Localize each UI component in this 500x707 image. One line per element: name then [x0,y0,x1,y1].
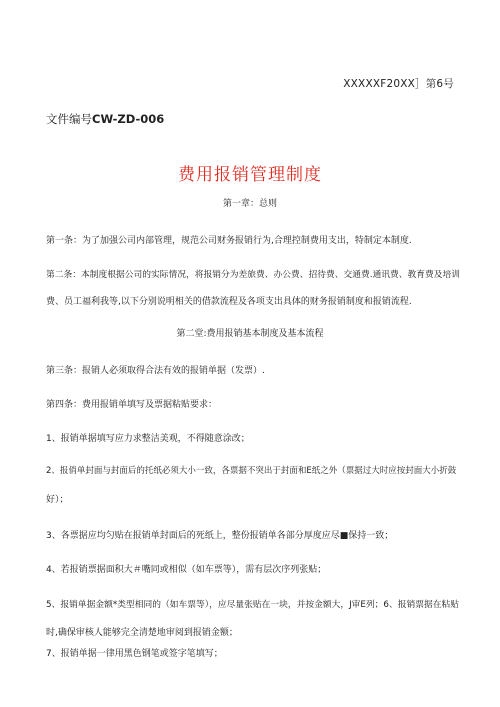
list-item-3: 3、各票据应均匀贴在报销单封面后的死纸上，整份报销单各部分厚度应尽■保持一致； [46,531,394,541]
list-item-7: 7、报销单据一律用黑色钢笔或签字笔填写； [46,649,223,659]
article-2-line-2: 费、员工福利我等,以下分别说明相关的借款流程及各项支出具体的财务报销制度和报销流程. [46,297,412,307]
file-number [46,111,164,127]
document-title: 费用报销管理制度 [178,165,322,185]
list-item-5-line-2: 时,确保审核人能够完全清楚地审阅到报销金额； [46,628,238,638]
list-item-2-line-1: 2、报俏单封面与封面后的托纸必须大小一致，各票据不突出于封面和E纸之外（票据过大时应按封面大小折鼓 [46,466,457,476]
list-item-2-line-2: 好）； [46,495,69,505]
list-item-5-line-1: 5、报销单据金额*类型相同的（如车票等），应尽量张贴在一块，并按金额大，J审E列；6、报销票据在粘贴 [46,600,459,610]
list-item-4: 4、若报销票据面积大＃嘴同或相似（如车票等），需有层次序列张贴； [46,565,327,575]
list-item-1: 1、报销单据填写应力求整洁美观，不得随意涂改； [46,434,250,444]
file-number-label: 文件编号 [46,112,92,126]
chapter-heading-2: 第二堂:费用报销基本制度及基本流程 [176,329,324,339]
article-2-line-1: 第二条：本制度根据公司的实际情况，将报销分为差旅费、办公费、招待费、交通费.通讯费、教育费及培训 [46,270,461,280]
chapter-heading-1: 第一章：总则 [222,199,277,209]
article-4: 第四条：费用报销单填写及票据粘贴要求： [46,400,218,410]
document-code: XXXXXF20XX］第6号 [343,78,454,90]
file-number-value: CW-ZD-006 [92,112,165,126]
article-1: 第一条：为了加强公司内部管理，规范公司财务报销行为,合理控制费用支出，特制定本制度. [46,236,412,246]
article-3: 第三条：报销人必须取得合法有效的报销单据（发票）. [46,366,265,376]
